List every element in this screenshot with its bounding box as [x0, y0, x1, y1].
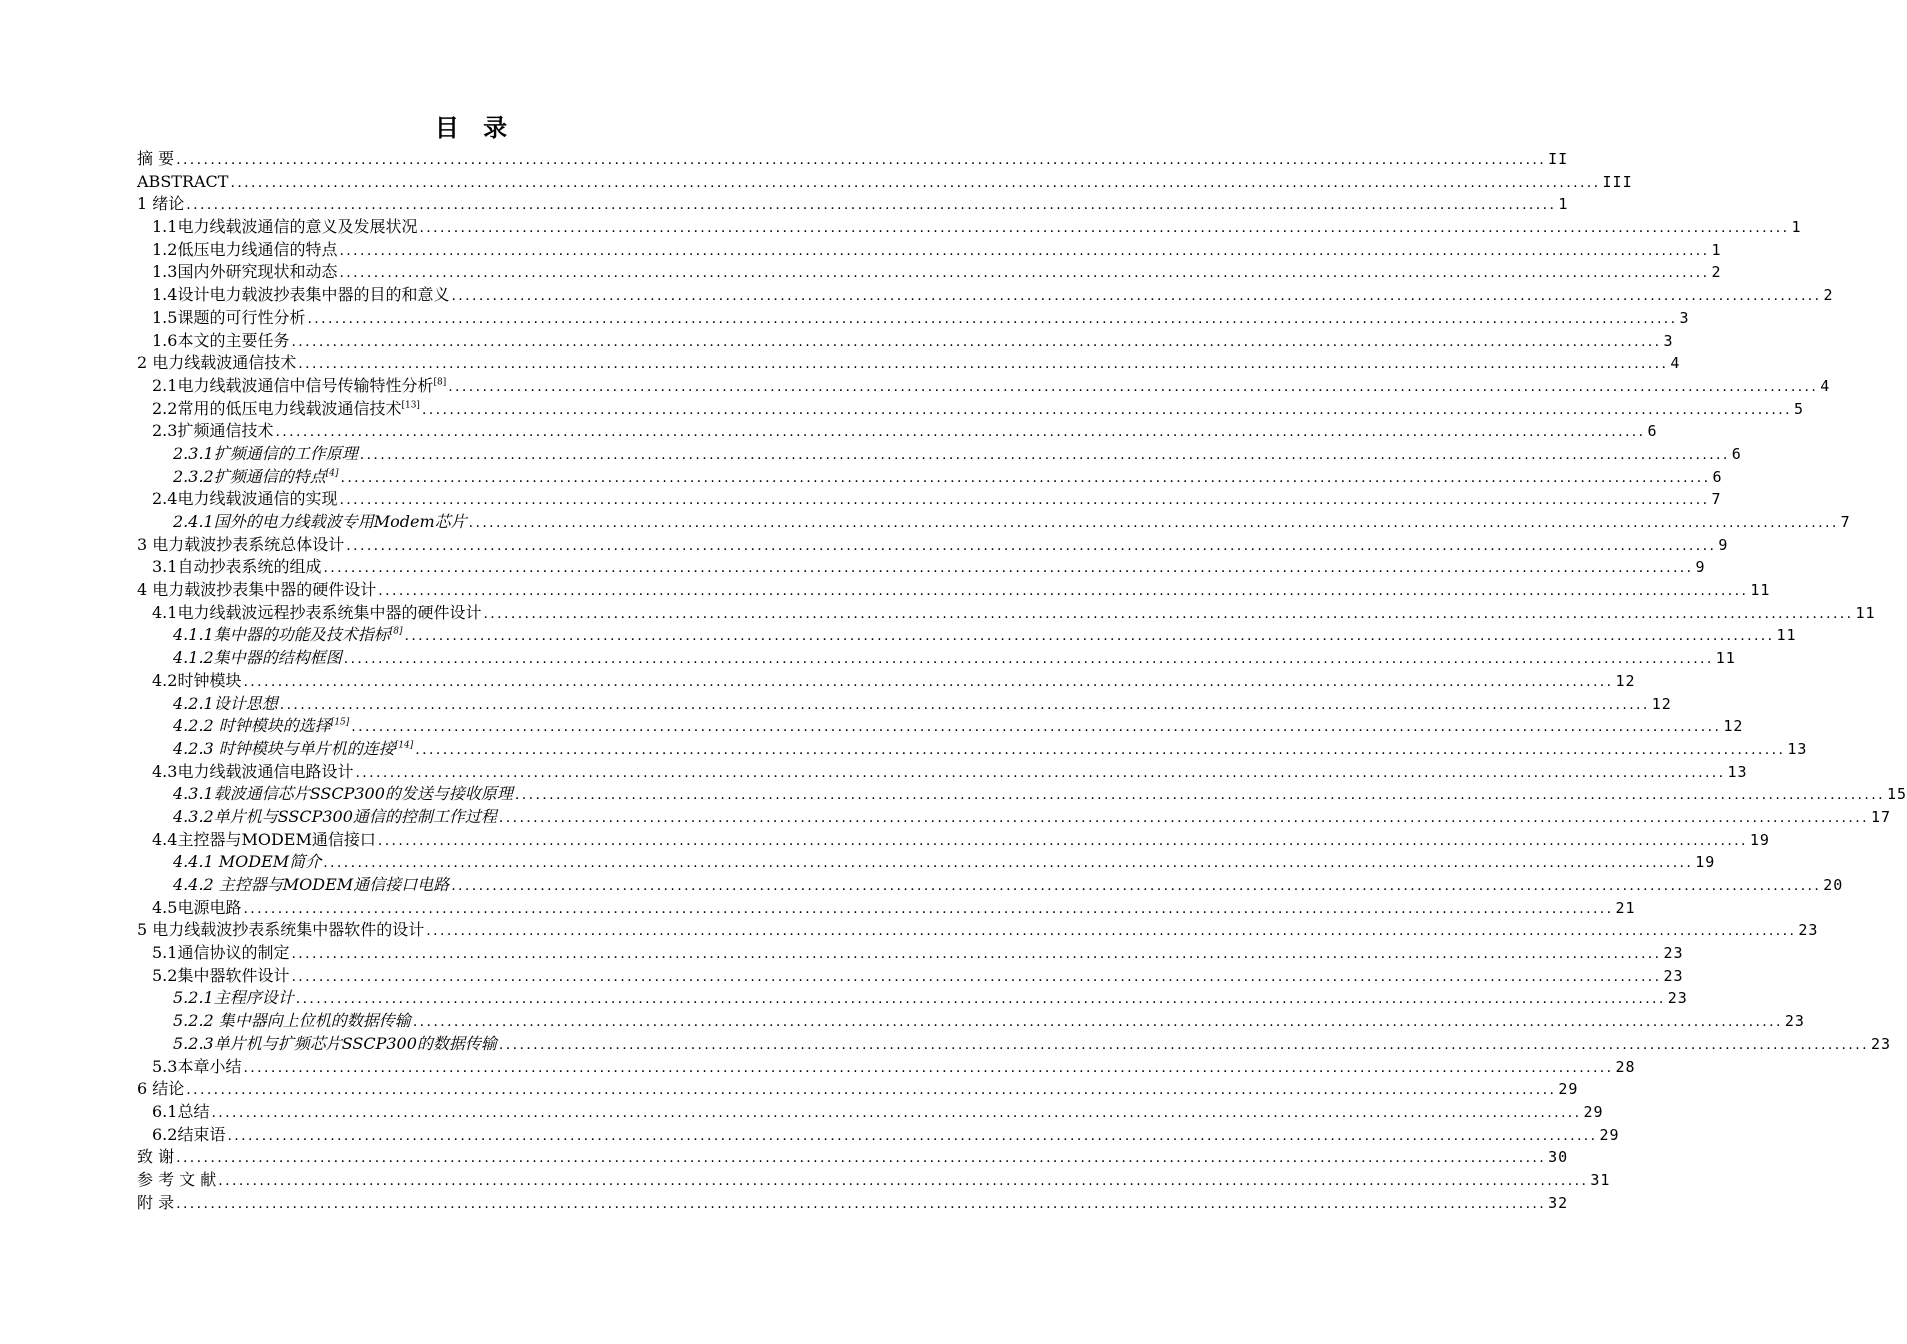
toc-entry[interactable]	[137, 1124, 1620, 1147]
dot-leader	[415, 739, 1785, 762]
toc-entry[interactable]	[137, 1192, 1569, 1215]
toc-entry-text: 6.2结束语	[152, 1124, 226, 1144]
toc-page-number: 13	[1727, 762, 1748, 781]
toc-entry-text: 2.4.1国外的电力线载波专用Modem芯片	[173, 512, 467, 531]
toc-page-number: 23	[1798, 921, 1819, 940]
toc-entry-label	[152, 1124, 225, 1147]
dot-leader	[340, 467, 1710, 490]
toc-entry[interactable]	[137, 171, 1633, 194]
dot-leader	[499, 807, 1869, 830]
toc-entry[interactable]	[137, 330, 1674, 353]
toc-page-number: 20	[1823, 876, 1844, 894]
toc-entry-label	[173, 624, 402, 647]
toc-entry[interactable]	[137, 1146, 1569, 1169]
toc-entry-text: 2.1电力线载波通信中信号传输特性分析	[152, 375, 434, 395]
toc-page-number: 6	[1731, 444, 1742, 463]
toc-entry[interactable]	[137, 239, 1722, 262]
toc-page-number: 17	[1870, 807, 1892, 826]
toc-page-number: 23	[1663, 944, 1684, 963]
toc-page-number: 6	[1647, 422, 1658, 441]
toc-page-number: 11	[1855, 603, 1876, 622]
dot-leader	[280, 694, 1650, 717]
toc-entry-text: 1.4设计电力载波抄表集中器的目的和意义	[152, 285, 450, 305]
dot-leader	[515, 784, 1885, 807]
toc-entry-text: 4.5电源电路	[152, 897, 242, 917]
toc-page-number: 15	[1886, 785, 1907, 804]
toc-entry-text: 6 结论	[137, 1079, 185, 1099]
toc-entry-text: 2.3.2扩频通信的特点	[173, 466, 326, 486]
toc-entry-label	[152, 602, 481, 625]
toc-page-number: 7	[1840, 513, 1851, 531]
dot-leader	[296, 988, 1666, 1011]
toc-page-number: 5	[1793, 399, 1805, 418]
toc-entry-text: 5.1通信协议的制定	[152, 943, 290, 963]
toc-page-number: 29	[1599, 1125, 1620, 1144]
toc-entry-label	[152, 965, 289, 988]
toc-page-number: 2	[1711, 263, 1722, 282]
toc-page-number: 11	[1776, 626, 1797, 645]
toc-entry[interactable]	[137, 851, 1716, 874]
toc-entry-text: 2 电力线载波通信技术	[137, 353, 297, 373]
toc-entry-label	[173, 738, 413, 761]
dot-leader	[298, 353, 1668, 376]
toc-entry-label	[152, 556, 321, 579]
toc-entry-label	[152, 942, 289, 965]
toc-entry[interactable]	[137, 579, 1771, 602]
toc-entry-label	[173, 987, 294, 1010]
toc-entry-text: 4.4.2 主控器与MODEM通信接口电路	[173, 875, 450, 894]
toc-entry-label	[152, 829, 376, 852]
toc-page-number: 11	[1715, 649, 1736, 668]
toc-entry-text: 4.1.2集中器的结构框图	[173, 648, 342, 668]
toc-entry[interactable]	[137, 307, 1690, 330]
dot-leader	[499, 1034, 1869, 1057]
toc-entry-label	[137, 919, 424, 942]
dot-leader	[339, 489, 1709, 512]
toc-entry-text: 4.3电力线载波通信电路设计	[152, 761, 354, 781]
toc-entry-label	[173, 874, 449, 897]
toc-entry-label	[152, 488, 337, 511]
dot-leader	[378, 830, 1748, 853]
toc-page-number: 30	[1548, 1148, 1569, 1167]
toc-entry-label	[173, 715, 349, 738]
dot-leader	[344, 648, 1714, 671]
dot-leader	[323, 852, 1693, 875]
toc-entry-label	[137, 193, 184, 216]
dot-leader	[176, 1147, 1546, 1170]
toc-page-number: 1	[1711, 240, 1722, 259]
toc-entry[interactable]	[137, 398, 1805, 421]
dot-leader	[483, 603, 1853, 626]
toc-entry-label	[173, 693, 278, 716]
toc-entry-label	[173, 1010, 411, 1033]
toc-entry-label	[137, 352, 296, 375]
toc-page-number: 9	[1695, 558, 1706, 577]
toc-entry-label	[173, 1033, 497, 1056]
toc-page-number: II	[1548, 150, 1569, 168]
dot-leader	[451, 875, 1821, 898]
toc-page-number: 6	[1712, 467, 1723, 486]
toc-entry-label	[173, 511, 467, 534]
toc-entry-text: 5.2.2 集中器向上位机的数据传输	[173, 1011, 411, 1031]
toc-entry[interactable]	[137, 193, 1569, 216]
toc-entry[interactable]	[137, 624, 1797, 647]
dot-leader	[275, 421, 1645, 444]
toc-entry[interactable]	[137, 1033, 1892, 1056]
toc-entry[interactable]	[137, 261, 1722, 284]
toc-entry-text: 2.3.1扩频通信的工作原理	[173, 443, 358, 463]
toc-page-number: 23	[1663, 966, 1684, 985]
toc-entry-label	[152, 375, 446, 398]
toc-entry-label	[152, 216, 417, 239]
dot-leader	[186, 1079, 1556, 1102]
toc-entry-text: 5 电力线载波抄表系统集中器软件的设计	[137, 920, 425, 940]
toc-entry-label	[137, 148, 174, 171]
toc-entry-label	[137, 1192, 174, 1215]
dot-leader	[404, 625, 1774, 648]
toc-entry-text: 摘 要	[137, 149, 175, 168]
toc-entry[interactable]	[137, 602, 1876, 625]
toc-entry-text: 4.4主控器与MODEM通信接口	[152, 829, 376, 849]
toc-entry-text: 参 考 文 献	[137, 1169, 217, 1189]
toc-entry-text: 2.4电力线载波通信的实现	[152, 489, 338, 509]
toc-entry-text: 4.2.2 时钟模块的选择	[173, 716, 331, 736]
toc-entry[interactable]	[137, 1056, 1636, 1079]
toc-entry-text: 5.2.1主程序设计	[173, 988, 294, 1008]
toc-entry-label	[152, 670, 241, 693]
toc-entry-label	[173, 806, 497, 829]
toc-entry[interactable]	[137, 511, 1851, 534]
dot-leader	[360, 444, 1730, 467]
toc-entry-label	[152, 239, 337, 262]
dot-leader	[291, 943, 1661, 966]
toc-entry[interactable]	[137, 148, 1569, 171]
toc-entry-label	[152, 261, 337, 284]
dot-leader	[176, 149, 1546, 172]
toc-entry-text: 2.3扩频通信技术	[152, 421, 274, 441]
toc-entry-text: 4.3.1载波通信芯片SSCP300的发送与接收原理	[173, 784, 513, 804]
toc-entry-text: 2.2常用的低压电力线载波通信技术	[152, 398, 402, 418]
dot-leader	[291, 966, 1661, 989]
toc-entry[interactable]	[137, 897, 1636, 920]
toc-page-number: III	[1602, 172, 1633, 191]
toc-entry-text: 3.1自动抄表系统的组成	[152, 557, 322, 577]
toc-page-number: 7	[1711, 490, 1722, 509]
dot-leader	[176, 1193, 1546, 1216]
dot-leader	[211, 1102, 1581, 1125]
toc-entry-label	[152, 1101, 209, 1124]
toc-entry[interactable]	[137, 284, 1834, 307]
dot-leader	[413, 1011, 1783, 1034]
toc-entry[interactable]	[137, 715, 1744, 738]
dot-leader	[422, 399, 1792, 422]
toc-page-number: 3	[1679, 308, 1690, 327]
toc-entry[interactable]	[137, 488, 1722, 511]
toc-entry-text: 4 电力载波抄表集中器的硬件设计	[137, 580, 377, 600]
toc-entry[interactable]	[137, 466, 1723, 489]
dot-leader	[469, 512, 1839, 535]
dot-leader	[243, 1057, 1613, 1080]
toc-entry-text: 5.2.3单片机与扩频芯片SSCP300的数据传输	[173, 1033, 497, 1053]
toc-entry-text: 致 谢	[137, 1147, 175, 1167]
table-of-contents	[137, 148, 1907, 1214]
toc-page-number: 12	[1651, 694, 1672, 713]
toc-entry[interactable]	[137, 534, 1729, 557]
toc-entry-label	[137, 1169, 216, 1192]
toc-entry[interactable]	[137, 829, 1770, 852]
toc-entry[interactable]	[137, 738, 1808, 761]
toc-entry-label	[173, 466, 338, 489]
toc-page-number: 4	[1670, 354, 1681, 373]
toc-page-number: 11	[1750, 581, 1771, 600]
dot-leader	[355, 762, 1725, 785]
toc-entry-label	[152, 761, 353, 784]
dot-leader	[218, 1170, 1588, 1193]
toc-entry-text: 5.2集中器软件设计	[152, 965, 290, 985]
toc-page-number: 19	[1695, 853, 1716, 872]
dot-leader	[378, 580, 1748, 603]
toc-entry-text: 5.3本章小结	[152, 1056, 242, 1076]
toc-page-number: 21	[1615, 898, 1636, 917]
toc-entry-text: 6.1总结	[152, 1101, 210, 1121]
toc-entry-text: 4.3.2单片机与SSCP300通信的控制工作过程	[173, 806, 497, 826]
dot-leader	[243, 671, 1613, 694]
toc-entry-label	[137, 579, 376, 602]
toc-page-number: 32	[1548, 1193, 1569, 1212]
toc-page-number: 9	[1718, 535, 1729, 554]
toc-entry-label	[152, 897, 241, 920]
dot-leader	[291, 331, 1661, 354]
dot-leader	[448, 376, 1818, 399]
dot-leader	[351, 716, 1721, 739]
toc-page-number: 19	[1749, 830, 1770, 849]
toc-entry-text: 1.6本文的主要任务	[152, 330, 290, 350]
toc-entry[interactable]	[137, 987, 1688, 1010]
toc-entry-text: 4.2时钟模块	[152, 670, 242, 690]
toc-entry[interactable]	[137, 761, 1748, 784]
toc-entry-label	[137, 171, 228, 194]
toc-page-number: 28	[1615, 1057, 1636, 1076]
toc-entry[interactable]	[137, 693, 1672, 716]
toc-entry[interactable]	[137, 942, 1684, 965]
toc-page-number: 3	[1663, 331, 1674, 350]
toc-page-number: 2	[1823, 286, 1834, 305]
toc-entry-text: 1.1电力线载波通信的意义及发展状况	[152, 217, 418, 237]
toc-page-number: 23	[1870, 1034, 1892, 1053]
toc-entry-text: 4.4.1 MODEM简介	[173, 852, 322, 872]
toc-page-number: 23	[1784, 1012, 1805, 1031]
dot-leader	[451, 285, 1821, 308]
toc-entry[interactable]	[137, 352, 1681, 375]
toc-entry[interactable]	[137, 1078, 1579, 1101]
toc-page-number: 31	[1590, 1170, 1611, 1189]
dot-leader	[227, 1125, 1597, 1148]
dot-leader	[323, 557, 1693, 580]
toc-entry[interactable]	[137, 783, 1907, 806]
toc-entry-label	[152, 1056, 241, 1079]
toc-entry-text: 4.2.3 时钟模块与单片机的连接	[173, 738, 395, 758]
citation-superscript: [8]	[389, 627, 403, 638]
toc-entry-label	[173, 443, 358, 466]
citation-superscript: [14]	[394, 740, 414, 751]
toc-entry-text: 4.1电力线载波远程抄表系统集中器的硬件设计	[152, 602, 482, 622]
toc-entry-label	[137, 1146, 174, 1169]
toc-entry[interactable]	[137, 1169, 1611, 1192]
dot-leader	[339, 262, 1709, 285]
toc-page-number: 1	[1558, 195, 1569, 214]
toc-entry[interactable]	[137, 443, 1742, 466]
toc-entry[interactable]	[137, 420, 1658, 443]
citation-superscript: [15]	[330, 717, 350, 728]
dot-leader	[426, 920, 1796, 943]
toc-entry-text: 1.2低压电力线通信的特点	[152, 239, 338, 259]
citation-superscript: [13]	[401, 400, 420, 411]
toc-entry[interactable]	[137, 647, 1736, 670]
toc-entry-label	[152, 284, 449, 307]
toc-entry[interactable]	[137, 1101, 1604, 1124]
dot-leader	[346, 535, 1716, 558]
toc-entry-label	[137, 1078, 184, 1101]
toc-page-number: 4	[1820, 376, 1831, 395]
toc-entry-text: ABSTRACT	[137, 171, 229, 191]
toc-page-number: 29	[1558, 1080, 1579, 1099]
toc-entry[interactable]	[137, 1010, 1805, 1033]
toc-entry-text: 1.3国内外研究现状和动态	[152, 262, 338, 282]
dot-leader	[230, 172, 1600, 195]
toc-entry-text: 1 绪论	[137, 194, 185, 214]
toc-entry[interactable]	[137, 874, 1844, 897]
page-title: 目 录	[434, 114, 516, 142]
toc-entry-label	[173, 647, 342, 670]
toc-page-number: 12	[1615, 671, 1636, 690]
toc-entry-label	[152, 330, 289, 353]
toc-entry[interactable]	[137, 965, 1684, 988]
toc-entry-label	[152, 307, 305, 330]
toc-page-number: 29	[1583, 1102, 1604, 1121]
toc-page-number: 23	[1667, 989, 1688, 1008]
toc-entry-label	[173, 851, 321, 874]
toc-page-number: 13	[1787, 739, 1808, 758]
toc-entry[interactable]	[137, 670, 1636, 693]
toc-entry-label	[137, 534, 344, 557]
toc-entry-text: 4.2.1设计思想	[173, 693, 278, 713]
dot-leader	[339, 240, 1709, 263]
toc-entry-text: 1.5课题的可行性分析	[152, 307, 306, 327]
dot-leader	[307, 308, 1677, 331]
toc-entry[interactable]	[137, 806, 1892, 829]
toc-entry-text: 3 电力载波抄表系统总体设计	[137, 534, 345, 554]
toc-entry-text: 附 录	[137, 1192, 175, 1212]
toc-entry[interactable]	[137, 375, 1831, 398]
dot-leader	[419, 217, 1789, 240]
citation-superscript: [4]	[325, 468, 339, 479]
toc-entry[interactable]	[137, 556, 1706, 579]
toc-entry[interactable]	[137, 216, 1802, 239]
toc-entry[interactable]	[137, 919, 1819, 942]
toc-entry-text: 4.1.1集中器的功能及技术指标	[173, 625, 390, 645]
toc-entry-label	[152, 398, 420, 421]
dot-leader	[243, 898, 1613, 921]
dot-leader	[186, 194, 1556, 217]
toc-entry-label	[152, 420, 273, 443]
citation-superscript: [8]	[433, 377, 447, 388]
toc-entry-label	[173, 783, 513, 806]
toc-page-number: 1	[1791, 218, 1802, 237]
toc-page-number: 12	[1723, 717, 1744, 736]
